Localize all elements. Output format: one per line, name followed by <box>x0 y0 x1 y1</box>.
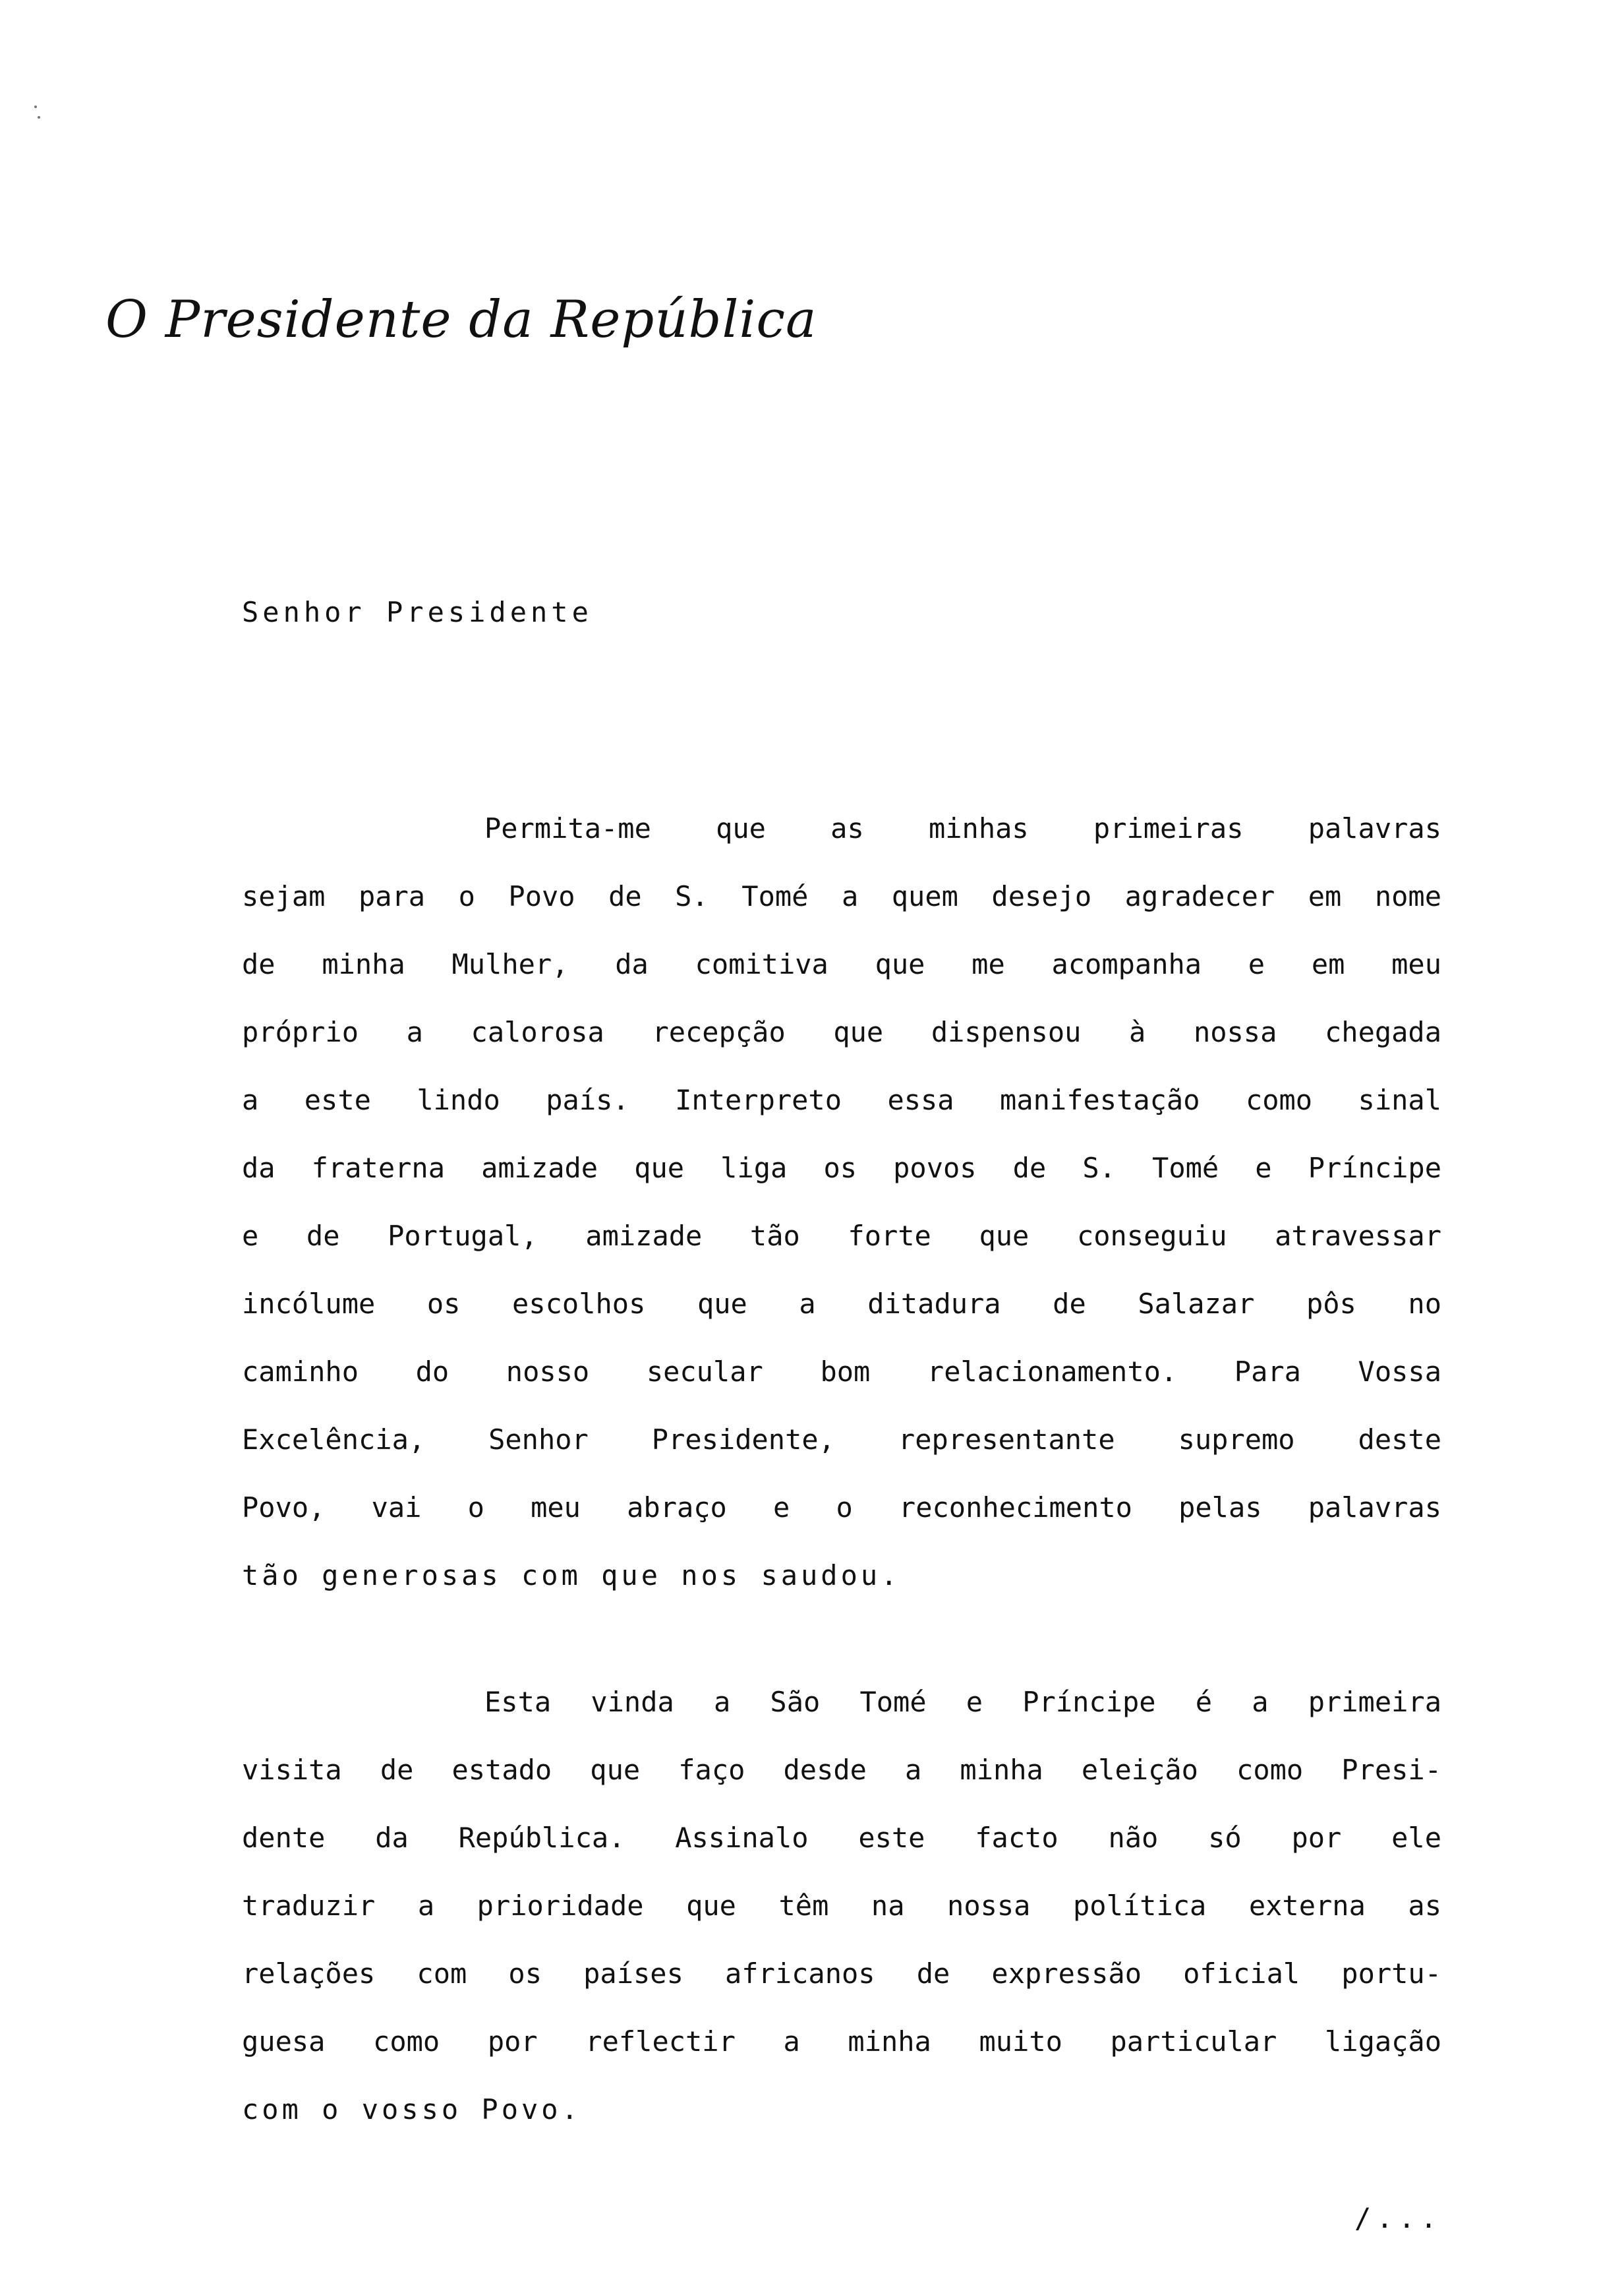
paragraph-line: Excelência, Senhor Presidente, representante supremo deste <box>242 1423 1441 1456</box>
paragraph-line: guesa como por reflectir a minha muito particular ligação <box>242 2025 1441 2058</box>
paragraph-line: Permita-me que as minhas primeiras palavras <box>484 812 1441 845</box>
paragraph-line: a este lindo país. Interpreto essa manifestação como sinal <box>242 1084 1441 1116</box>
paragraph-line: e de Portugal, amizade tão forte que conseguiu atravessar <box>242 1220 1441 1252</box>
paragraph-line: da fraterna amizade que liga os povos de S. Tomé e Príncipe <box>242 1152 1441 1184</box>
salutation: Senhor Presidente <box>242 596 593 628</box>
paragraph-line: sejam para o Povo de S. Tomé a quem desejo agradecer em nome <box>242 880 1441 912</box>
paragraph-line: dente da República. Assinalo este facto não só por ele <box>242 1822 1441 1854</box>
paragraph-line: relações com os países africanos de expressão oficial portu- <box>242 1957 1441 1990</box>
paragraph-line: caminho do nosso secular bom relacionamento. Para Vossa <box>242 1355 1441 1388</box>
paragraph-line: Esta vinda a São Tomé e Príncipe é a primeira <box>484 1686 1441 1718</box>
paragraph-line: visita de estado que faço desde a minha eleição como Presi- <box>242 1754 1441 1786</box>
paragraph-line: incólume os escolhos que a ditadura de Salazar pôs no <box>242 1288 1441 1320</box>
continuation-mark: /... <box>1354 2202 1443 2234</box>
scan-speck <box>34 105 37 108</box>
paragraph-line: com o vosso Povo. <box>242 2093 581 2126</box>
letterhead-title: O Presidente da República <box>105 290 817 349</box>
scan-speck <box>38 116 40 119</box>
paragraph-line: próprio a calorosa recepção que dispensou à nossa chegada <box>242 1016 1441 1048</box>
paragraph-line: de minha Mulher, da comitiva que me acompanha e em meu <box>242 948 1441 980</box>
paragraph-line: Povo, vai o meu abraço e o reconhecimento pelas palavras <box>242 1491 1441 1524</box>
paragraph-1 <box>242 794 1441 1609</box>
paragraph-2 <box>242 1668 1441 2143</box>
paragraph-line: tão generosas com que nos saudou. <box>242 1559 901 1591</box>
paragraph-line: traduzir a prioridade que têm na nossa política externa as <box>242 1889 1441 1922</box>
